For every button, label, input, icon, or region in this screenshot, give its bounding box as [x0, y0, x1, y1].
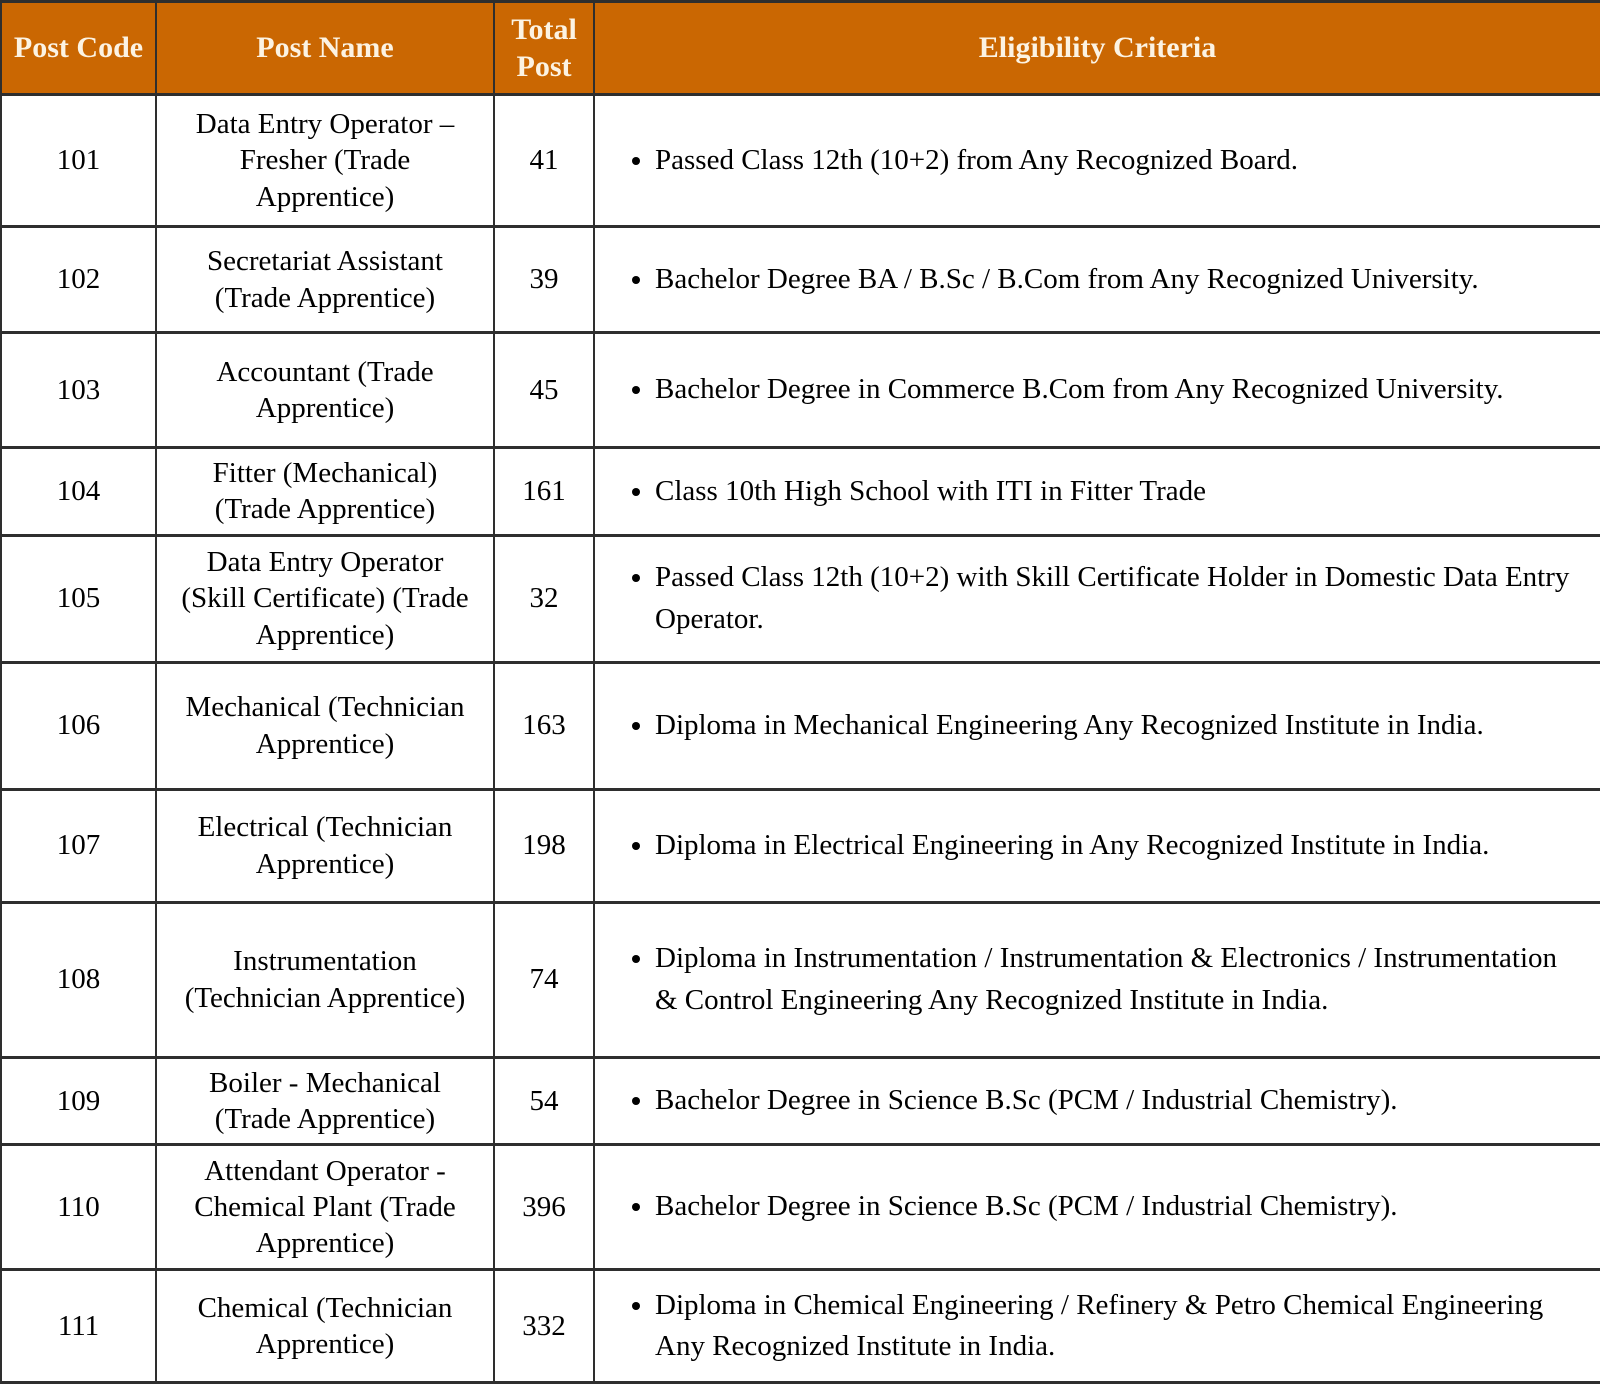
- post-name-cell: Chemical (Technician Apprentice): [156, 1270, 494, 1383]
- total-post-cell: 161: [494, 448, 594, 536]
- post-name-cell: Data Entry Operator (Skill Certificate) (Trade Apprentice): [156, 535, 494, 662]
- eligibility-item: • Passed Class 12th (10+2) from Any Recognized Board.: [655, 140, 1572, 181]
- eligibility-item: • Bachelor Degree in Science B.Sc (PCM / Industrial Chemistry).: [655, 1186, 1572, 1227]
- total-post-cell: 332: [494, 1270, 594, 1383]
- post-name-cell: Attendant Operator - Chemical Plant (Trade Apprentice): [156, 1145, 494, 1270]
- post-code-cell: 103: [1, 333, 156, 448]
- table-row: [1, 535, 1600, 662]
- total-post-cell: 45: [494, 333, 594, 448]
- header-post-name: Post Name: [156, 2, 494, 95]
- post-code-cell: 105: [1, 535, 156, 662]
- header-eligibility-criteria: Eligibility Criteria: [594, 2, 1600, 95]
- table-row: [1, 333, 1600, 448]
- post-code-cell: 111: [1, 1270, 156, 1383]
- table-row: [1, 1145, 1600, 1270]
- header-total-post: Total Post: [494, 2, 594, 95]
- eligibility-item: • Diploma in Electrical Engineering in Any Recognized Institute in India.: [655, 825, 1572, 866]
- eligibility-list: [631, 1186, 1572, 1227]
- table-row: [1, 902, 1600, 1057]
- post-code-cell: 102: [1, 227, 156, 333]
- eligibility-list: [631, 825, 1572, 866]
- post-name-cell: Accountant (Trade Apprentice): [156, 333, 494, 448]
- post-code-cell: 108: [1, 902, 156, 1057]
- eligibility-list: [631, 1285, 1572, 1367]
- eligibility-item: • Diploma in Chemical Engineering / Refinery & Petro Chemical Engineering Any Recognized Institute in India.: [655, 1285, 1572, 1367]
- total-post-cell: 163: [494, 662, 594, 789]
- table-row: [1, 227, 1600, 333]
- post-code-cell: 104: [1, 448, 156, 536]
- total-post-cell: 39: [494, 227, 594, 333]
- table-row: [1, 95, 1600, 227]
- post-code-cell: 106: [1, 662, 156, 789]
- eligibility-cell: [594, 1270, 1600, 1383]
- eligibility-list: [631, 369, 1572, 410]
- total-post-cell: 396: [494, 1145, 594, 1270]
- eligibility-list: [631, 557, 1572, 639]
- table-header: [1, 2, 1600, 95]
- post-code-cell: 110: [1, 1145, 156, 1270]
- total-post-cell: 74: [494, 902, 594, 1057]
- post-code-cell: 101: [1, 95, 156, 227]
- post-name-cell: Electrical (Technician Apprentice): [156, 789, 494, 902]
- eligibility-item: • Diploma in Mechanical Engineering Any Recognized Institute in India.: [655, 705, 1572, 746]
- eligibility-item: • Bachelor Degree in Commerce B.Com from Any Recognized University.: [655, 369, 1572, 410]
- table-row: [1, 789, 1600, 902]
- eligibility-cell: [594, 662, 1600, 789]
- eligibility-cell: [594, 535, 1600, 662]
- eligibility-cell: [594, 95, 1600, 227]
- eligibility-item: • Diploma in Instrumentation / Instrumentation & Electronics / Instrumentation & Control Engineering Any Recognized Institute in India.: [655, 938, 1572, 1020]
- total-post-cell: 41: [494, 95, 594, 227]
- table-row: [1, 662, 1600, 789]
- post-name-cell: Secretariat Assistant (Trade Apprentice): [156, 227, 494, 333]
- eligibility-cell: [594, 789, 1600, 902]
- post-name-cell: Fitter (Mechanical) (Trade Apprentice): [156, 448, 494, 536]
- header-row: [1, 2, 1600, 95]
- post-name-cell: Boiler - Mechanical (Trade Apprentice): [156, 1057, 494, 1145]
- post-name-cell: Instrumentation (Technician Apprentice): [156, 902, 494, 1057]
- post-name-cell: Mechanical (Technician Apprentice): [156, 662, 494, 789]
- table-body: [1, 95, 1600, 1383]
- eligibility-cell: [594, 1145, 1600, 1270]
- eligibility-list: [631, 938, 1572, 1020]
- eligibility-cell: [594, 1057, 1600, 1145]
- eligibility-list: [631, 705, 1572, 746]
- table-row: [1, 448, 1600, 536]
- eligibility-list: [631, 471, 1572, 512]
- table-row: [1, 1057, 1600, 1145]
- total-post-cell: 32: [494, 535, 594, 662]
- post-name-cell: Data Entry Operator – Fresher (Trade Apprentice): [156, 95, 494, 227]
- eligibility-list: [631, 259, 1572, 300]
- eligibility-cell: [594, 448, 1600, 536]
- eligibility-cell: [594, 902, 1600, 1057]
- eligibility-item: • Passed Class 12th (10+2) with Skill Certificate Holder in Domestic Data Entry Operator.: [655, 557, 1572, 639]
- table-row: [1, 1270, 1600, 1383]
- eligibility-item: • Bachelor Degree in Science B.Sc (PCM / Industrial Chemistry).: [655, 1080, 1572, 1121]
- eligibility-item: • Bachelor Degree BA / B.Sc / B.Com from Any Recognized University.: [655, 259, 1572, 300]
- eligibility-list: [631, 1080, 1572, 1121]
- total-post-cell: 54: [494, 1057, 594, 1145]
- eligibility-item: • Class 10th High School with ITI in Fitter Trade: [655, 471, 1572, 512]
- post-code-cell: 109: [1, 1057, 156, 1145]
- total-post-cell: 198: [494, 789, 594, 902]
- eligibility-list: [631, 140, 1572, 181]
- header-post-code: Post Code: [1, 2, 156, 95]
- eligibility-cell: [594, 227, 1600, 333]
- post-code-cell: 107: [1, 789, 156, 902]
- eligibility-cell: [594, 333, 1600, 448]
